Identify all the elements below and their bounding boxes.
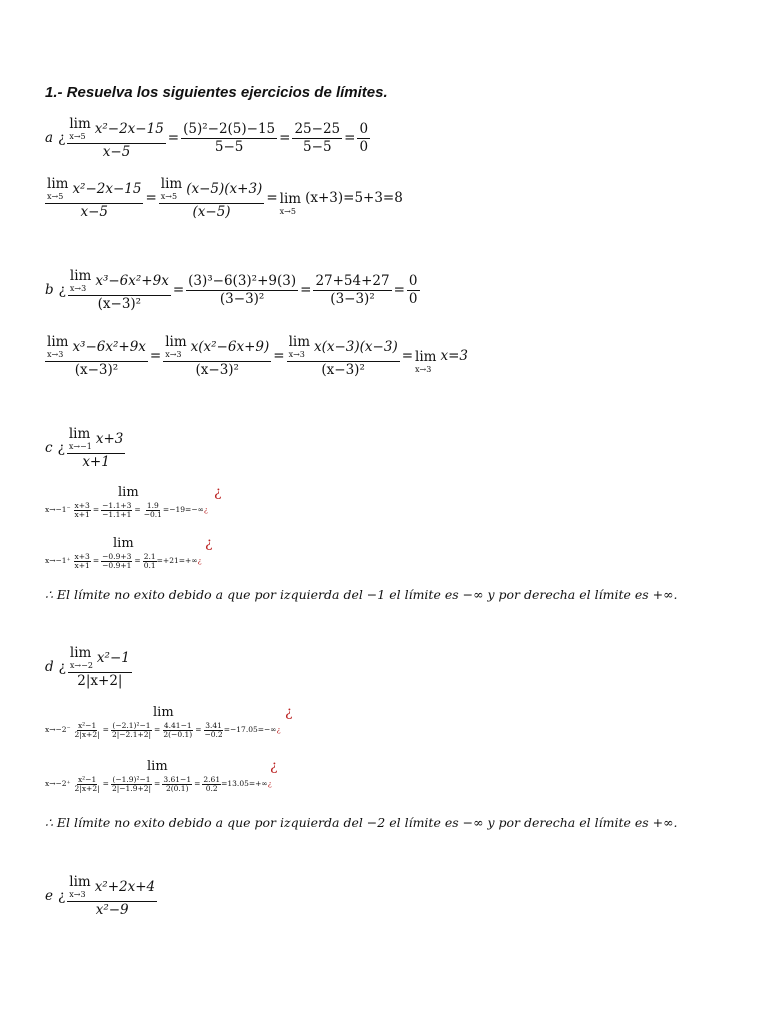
problem-d-right-evaluation: x→−2⁺ $\frac{\text{x²−1}}{2|x+2|}$ = $\frac{\text{(−1.9)²−1}}{2|-1.9+2|}$ = $\frac{3.61-1}{2(0.1)}$ = $\frac{2.61}{0.2}$ =13.05=+∞ ¿ [45, 775, 272, 793]
denominator: −0.1 [143, 509, 162, 519]
problem-a-label: a [45, 129, 54, 146]
numerator: x²−2x−15 [94, 120, 164, 137]
numerator: −0.9+3 [102, 552, 132, 561]
problem-c-conclusion: ∴ El límite no exito debido a que por izquierda del −1 el límite es −∞ y por derecha el límite es +∞. [45, 587, 678, 602]
problem-b-substitution: b ¿ lim x→3 x³−6x²+9x (x−3)² = $\frac{\text{(3)³−6(3)²+9(3)}}{\text{(3−3)²}}$ = $\frac{27+54+27}{\text{(3−3)²}}$ = $\frac{0}{0}$ [45, 268, 418, 312]
numerator: (5)²−2(5)−15 [181, 123, 277, 140]
lim-text: lim [68, 426, 91, 442]
problem-b-label: b [45, 281, 54, 298]
lim-text: lim [160, 176, 183, 192]
denominator: 0.1 [143, 560, 156, 570]
denominator: 2|−2.1+2| [111, 729, 152, 739]
lim-text: lim [69, 116, 91, 132]
problem-d-left-marker: ¿ [285, 704, 293, 720]
denominator: x−5 [102, 143, 131, 160]
problem-c-right-marker: ¿ [205, 535, 213, 551]
numerator: 3.41 [205, 721, 222, 730]
numerator: 3.61−1 [163, 775, 192, 784]
problem-b-subst-fraction [186, 272, 298, 307]
problem-b-marker: ¿ [58, 281, 66, 298]
problem-c-limit-fraction [67, 428, 126, 469]
right-result: =+21=+∞ [156, 556, 198, 566]
lim-subscript: x→3 [288, 349, 305, 359]
numerator: x+3 [95, 430, 124, 447]
denominator: 5−5 [214, 139, 244, 155]
numerator: x³−6x²+9x [95, 272, 169, 289]
numerator: 0 [407, 275, 420, 292]
lim-subscript: x→3 [69, 889, 86, 899]
problem-e-statement [45, 876, 157, 917]
lim-subscript: x→−2⁻ [45, 725, 71, 735]
lim-subscript: x→5 [47, 191, 64, 201]
denominator: −1.1+1 [102, 509, 132, 519]
problem-a-lim-fraction [45, 178, 143, 219]
denominator: x−5 [80, 203, 108, 220]
denominator: x+1 [74, 560, 90, 570]
problem-a-subst-fraction [181, 120, 277, 155]
numerator: (3)³−6(3)²+9(3) [186, 275, 298, 292]
numerator: (−1.9)²−1 [112, 775, 151, 784]
problem-d-right-marker: ¿ [270, 758, 278, 774]
problem-c-statement [45, 428, 125, 469]
problem-a-result: (x+3)=5+3=8 [305, 189, 403, 206]
problem-a-marker: ¿ [58, 129, 66, 146]
lim-subscript: x→5 [160, 191, 178, 201]
numerator: −1.1+3 [102, 501, 132, 510]
lim-subscript: x→3 [69, 283, 87, 293]
problem-a-factored-fraction [159, 178, 265, 219]
denominator: (3−3)² [330, 291, 375, 307]
right-result: =13.05=+∞ [221, 779, 268, 789]
problem-c-left-lim: lim [118, 485, 139, 500]
lim-text: lim [288, 334, 310, 350]
inline-marker: ¿ [276, 725, 281, 735]
denominator: −0.9+1 [102, 560, 132, 570]
numerator: 0 [357, 123, 370, 140]
lim-text: lim [69, 268, 92, 284]
problem-b-result-fraction [313, 272, 391, 307]
problem-c-right-lim: lim [113, 536, 134, 551]
inline-marker: ¿ [203, 505, 208, 515]
problem-a-limit-fraction [67, 118, 165, 159]
numerator: (x−5)(x+3) [186, 180, 263, 197]
lim-subscript: x→−1 [68, 441, 92, 451]
denominator: (3−3)² [219, 291, 265, 307]
numerator: 1.9 [146, 501, 159, 510]
denominator: x+1 [74, 509, 90, 519]
problem-d-conclusion: ∴ El límite no exito debido a que por izquierda del −2 el límite es −∞ y por derecha el límite es +∞. [45, 815, 678, 830]
numerator: x²+2x+4 [94, 878, 156, 895]
denominator: 2|−1.9+2| [111, 783, 152, 793]
problem-a-zero-fraction [357, 120, 370, 155]
problem-c-left-marker: ¿ [214, 484, 222, 500]
problem-b-factored-fraction-2 [287, 336, 400, 377]
numerator: x²−1 [77, 775, 97, 784]
denominator: x²−9 [95, 901, 129, 918]
problem-b-factored-fraction-1 [163, 336, 271, 377]
denominator: (x−3)² [74, 361, 119, 378]
problem-a-factorization: lim x→5 x²−2x−15 x−5 = lim x→5 (x−5)(x+3) (x−5) = lim x→5 (x+3)=5+3=8 [47, 176, 403, 220]
numerator: x²−2x−15 [72, 180, 142, 197]
lim-subscript: x→−1⁻ [45, 505, 71, 515]
lim-text: lim [69, 645, 92, 661]
problem-b-factorization: lim x→3 x³−6x²+9x (x−3)² = lim x→3 x(x²−6x+9) (x−3)² = lim x→3 x(x−3)(x−3) (x−3)² = lim x→3 x=3 [47, 334, 468, 378]
numerator: 27+54+27 [313, 275, 391, 292]
numerator: 4.41−1 [163, 721, 192, 730]
numerator: x+3 [74, 501, 90, 510]
problem-b-result: x=3 [440, 347, 468, 364]
denominator: (x−3)² [321, 361, 365, 378]
denominator: 2(−0.1) [163, 729, 193, 739]
denominator: (x−3)² [97, 295, 142, 312]
problem-c-left-evaluation: x→−1⁻ $\frac{x+3}{x+1}$ = $\frac{-1.1+3}{-1.1+1}$ = $\frac{1.9}{-0.1}$ =−19=−∞ ¿ [45, 501, 208, 519]
exercise-heading: 1.- Resuelva los siguientes ejercicios de límites. [45, 84, 388, 101]
lim-subscript: x→5 [69, 131, 86, 141]
left-result: =−19=−∞ [162, 505, 204, 515]
lim-text: lim [165, 334, 187, 350]
left-result: =−17.05=−∞ [223, 725, 277, 735]
inline-marker: ¿ [267, 779, 272, 789]
problem-c-label: c [45, 439, 53, 456]
problem-c-marker: ¿ [57, 439, 65, 456]
lim-subscript: x→−2 [69, 660, 93, 670]
denominator: 5−5 [303, 139, 332, 155]
denominator: (x−5) [192, 203, 231, 220]
denominator: 0 [359, 139, 369, 155]
lim-text: lim [47, 334, 69, 350]
numerator: 2.1 [143, 552, 156, 561]
problem-e-limit-fraction [67, 876, 157, 917]
lim-subscript: x→3 [47, 349, 64, 359]
numerator: x²−1 [96, 649, 130, 666]
denominator: 2|x+2| [77, 672, 123, 689]
numerator: 2.61 [203, 775, 221, 784]
problem-a-substitution: a ¿ lim x→5 x²−2x−15 x−5 = $\frac{\text{(5)²−2(5)−15}}{5-5}$ = $\frac{25-25}{5-5}$ = $\frac{0}{0}$ [45, 116, 369, 160]
lim-subscript: x→−1⁺ [45, 556, 71, 566]
numerator: x+3 [74, 552, 90, 561]
numerator: x²−1 [77, 721, 97, 730]
denominator: 2(0.1) [165, 783, 189, 793]
problem-d-marker: ¿ [58, 658, 66, 675]
problem-d-label: d [45, 658, 54, 675]
problem-d-right-lim: lim [147, 759, 168, 774]
lim-text: lim [279, 191, 302, 208]
numerator: (−2.1)²−1 [112, 721, 151, 730]
numerator: x³−6x²+9x [72, 338, 146, 355]
lim-subscript: x→−2⁺ [45, 779, 71, 789]
denominator: 2|x+2| [74, 783, 100, 793]
lim-text: lim [69, 874, 91, 890]
problem-b-lim-fraction [45, 336, 148, 377]
denominator: 0 [408, 291, 418, 307]
lim-subscript: x→5 [279, 206, 296, 216]
lim-subscript: x→3 [165, 349, 182, 359]
numerator: x(x−3)(x−3) [314, 338, 398, 355]
problem-e-label: e [45, 887, 53, 904]
problem-d-left-evaluation: x→−2⁻ $\frac{\text{x²−1}}{2|x+2|}$ = $\frac{\text{(−2.1)²−1}}{2|-2.1+2|}$ = $\frac{4.41-1}{2(-0.1)}$ = $\frac{3.41}{-0.2}$ =−17.05=−∞ ¿ [45, 721, 281, 739]
problem-c-right-evaluation: x→−1⁺ $\frac{x+3}{x+1}$ = $\frac{-0.9+3}{-0.9+1}$ = $\frac{2.1}{0.1}$ =+21=+∞ ¿ [45, 552, 202, 570]
problem-d-left-lim: lim [153, 705, 174, 720]
lim-subscript: x→3 [415, 364, 432, 374]
numerator: x(x²−6x+9) [190, 338, 270, 355]
numerator: 25−25 [292, 123, 342, 140]
lim-text: lim [47, 176, 69, 192]
lim-text: lim [415, 349, 437, 366]
problem-b-zero-fraction [407, 272, 420, 307]
problem-e-marker: ¿ [58, 887, 66, 904]
denominator: x+1 [82, 453, 110, 470]
problem-a-result-fraction [292, 120, 342, 155]
inline-marker: ¿ [197, 556, 202, 566]
problem-d-limit-fraction [68, 647, 132, 688]
denominator: 2|x+2| [74, 729, 100, 739]
denominator: −0.2 [204, 729, 223, 739]
denominator: 0.2 [205, 783, 218, 793]
denominator: (x−3)² [195, 361, 239, 378]
problem-b-limit-fraction [68, 270, 171, 311]
problem-d-statement [45, 647, 132, 688]
